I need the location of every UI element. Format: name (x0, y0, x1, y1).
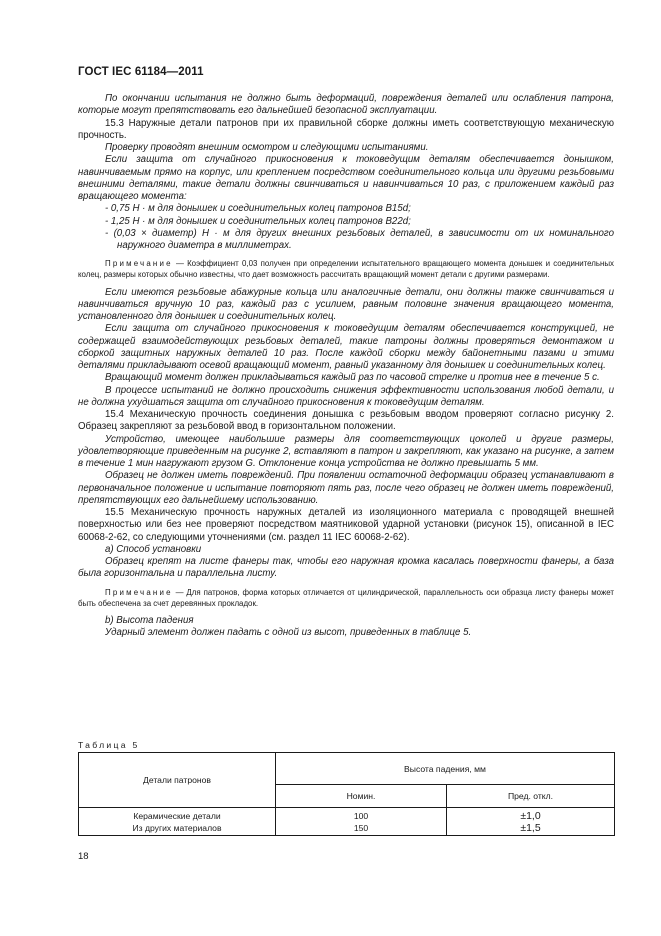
paragraph: Если имеются резьбовые абажурные кольца или аналогичные детали, они должны также свинчиваться и навинчиваться вручную 10 раз, каждый раз с усилием, равным половине значения вращающего момента, установленного для донышек и соединительных колец. (78, 286, 614, 323)
paragraph: Устройство, имеющее наибольшие размеры для соответствующих цоколей и другие размеры, удовлетворяющие приведенным на рисунке 2, вставляют в патрон и закрепляют, как указано на рисунке, а затем в течение 1 мин нагружают грузом G. Отклонение конца устройства не должно превышать 5 мм. (78, 433, 614, 470)
note (78, 587, 614, 609)
note-text: — Для патронов, форма которых отличается от цилиндрической, параллельность оси образца листу фанеры может быть обеспечена за счет деревянных прокладок. (78, 587, 614, 608)
paragraph: По окончании испытания не должно быть деформаций, повреждения деталей или ослабления патрона, которые могут препятствовать его дальнейшей безопасной эксплуатации. (78, 93, 614, 117)
paragraph: Если защита от случайного прикосновения к токоведущим деталям обеспечивается конструкцией, не содержащей взаимодействующих резьбовых деталей, такие патроны должны проверяться демонтажом и сборкой защитных наружных деталей 10 раз. После каждой сборки между байонетными пазами и этими деталями прикладывают осевой вращающий момент, равный указанному для донышек и соединительных колец. (78, 323, 614, 372)
list-item: - (0,03 × диаметр) Н · м для других внешних резьбовых деталей, в зависимости от их номинального наружного диаметра в миллиметрах. (105, 227, 614, 251)
document-body (78, 93, 614, 640)
paragraph: b) Высота падения (105, 615, 194, 627)
paragraph: 15.3 Наружные детали патронов при их правильной сборке должны иметь соответствующую механическую прочность. (78, 117, 614, 141)
table-5 (78, 752, 615, 836)
note (78, 258, 614, 280)
page-number: 18 (78, 851, 89, 862)
col-header-tolerance: Пред. откл. (447, 785, 615, 808)
table-row-part: Керамические детали (133, 810, 221, 821)
paragraph: 15.4 Механическую прочность соединения донышка с резьбовым вводом проверяют согласно рисунку 2. Образец закрепляют за резьбовой ввод в горизонтальном положении. (78, 409, 614, 433)
paragraph: Проверку проводят внешним осмотром и следующими испытаниями. (105, 142, 429, 153)
table-cell-parts (79, 808, 276, 836)
table-row-tolerance: ±1,0 (520, 809, 541, 822)
paragraph: Образец крепят на листе фанеры так, чтобы его наружная кромка касалась поверхности фанеры, а база была горизонтальна и параллельна листу. (78, 556, 614, 580)
note-label: Примечание (105, 587, 173, 597)
table-row-nominal: 100 (353, 810, 369, 821)
paragraph: В процессе испытаний не должно происходить снижения эффективности использования любой детали, и не должна ухудшаться защита от случайного прикосновения к токоведущим деталям. (78, 384, 614, 408)
note-label: Примечание (105, 259, 173, 269)
table-cell-nominal (276, 808, 447, 836)
table-row-tolerance: ±1,5 (520, 821, 541, 834)
list-item: - 0,75 Н · м для донышек и соединительных колец патронов B15d; (105, 203, 411, 215)
paragraph: Образец не должен иметь повреждений. При появлении остаточной деформации образец устанавливают в первоначальное положение и испытание повторяют пять раз, после чего образец не должен иметь повреждений, препятствующих его дальнейшему использованию. (78, 470, 614, 506)
col-header-parts: Детали патронов (79, 753, 276, 808)
paragraph: Ударный элемент должен падать с одной из высот, приведенных в таблице 5. (105, 627, 472, 639)
table-row-nominal: 150 (353, 822, 369, 833)
paragraph: 15.5 Механическую прочность наружных деталей из изоляционного материала с проводящей внешней поверхностью или без нее проверяют посредством маятниковой ударной установки (рисунок 15), описанной в IEC 60068-2-62, со следующими уточнениями (см. раздел 11 IEC 60068-2-62). (78, 507, 614, 543)
note-text: — Коэффициент 0,03 получен при определении испытательного вращающего момента донышек и соединительных колец, размеры которых обычно известны, что дает возможность рассчитать вращающий момент детали с другими размерами. (78, 259, 614, 280)
paragraph: Вращающий момент должен прикладываться каждый раз по часовой стрелке и против нее в течение 5 с. (105, 372, 600, 384)
col-header-nominal: Номин. (276, 785, 447, 808)
table-row-part: Из других материалов (132, 822, 222, 833)
table-cell-tolerance (447, 808, 615, 836)
col-header-height: Высота падения, мм (276, 753, 615, 785)
paragraph: Если защита от случайного прикосновения к токоведущим деталям обеспечивается донышком, навинчиваемым прямо на корпус, или креплением посредством соединительного кольца или другими резьбовыми внешними деталями, такие детали должны свинчиваться и навинчиваться 10 раз, с приложением каждый раз вращающего момента: (78, 154, 614, 202)
paragraph: a) Способ установки (105, 543, 202, 555)
list-item: - 1,25 Н · м для донышек и соединительных колец патронов B22d; (105, 215, 411, 227)
document-header: ГОСТ IEC 61184—2011 (78, 66, 204, 78)
table-caption: Таблица 5 (78, 740, 140, 750)
